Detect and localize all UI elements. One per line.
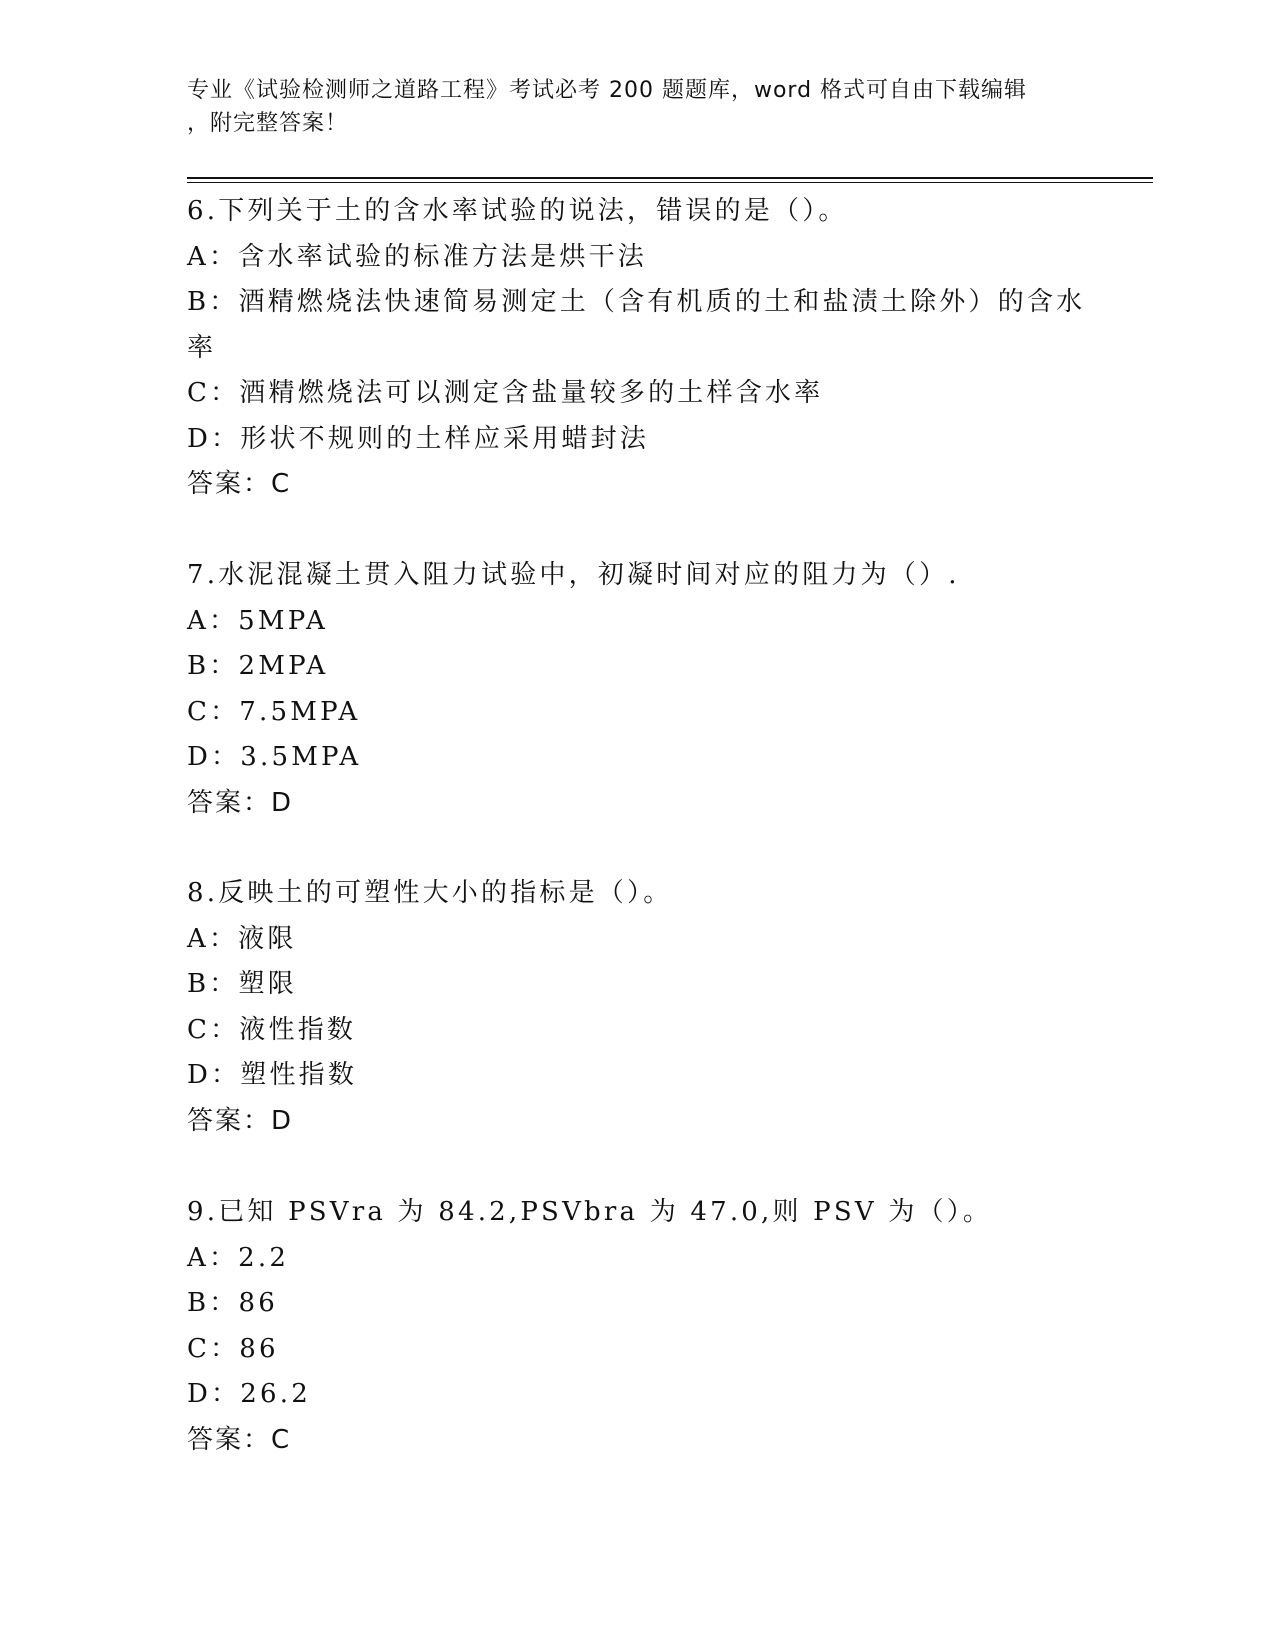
option-c: C：86: [187, 1333, 279, 1364]
answer-text: 答案：D: [187, 1105, 294, 1136]
option-d: D：3.5MPA: [187, 742, 362, 772]
question-stem: 8.反映土的可塑性大小的指标是（）。: [187, 878, 673, 908]
question-block: [187, 553, 1087, 826]
option-c: C：酒精燃烧法可以测定含盐量较多的土样含水率: [187, 378, 824, 408]
option-b: B：2MPA: [187, 651, 329, 681]
answer-text: 答案：D: [187, 787, 294, 818]
option-d: D：塑性指数: [187, 1060, 358, 1090]
header-title-line-1: 专业《试验检测师之道路工程》考试必考 200 题题库，word 格式可自由下载编辑: [187, 78, 1028, 103]
option-a: A：5MPA: [187, 605, 329, 636]
option-b: B：酒精燃烧法快速简易测定土（含有机质的土和盐渍土除外）的含水率: [187, 287, 1086, 363]
question-block: [187, 1190, 1087, 1463]
document-header: [187, 74, 1087, 140]
option-b: B：塑限: [187, 969, 297, 999]
header-divider-thin: [187, 182, 1153, 183]
option-d: D：形状不规则的土样应采用蜡封法: [187, 423, 650, 454]
option-c: C：7.5MPA: [187, 696, 361, 727]
question-stem: 7.水泥混凝土贯入阻力试验中，初凝时间对应的阻力为（）.: [187, 560, 960, 590]
question-block: [187, 871, 1087, 1144]
option-c: C：液性指数: [187, 1014, 357, 1045]
header-divider-thick: [187, 177, 1153, 179]
answer-text: 答案：C: [187, 469, 292, 499]
question-block: [187, 189, 1087, 508]
answer-text: 答案：C: [187, 1424, 292, 1455]
question-stem: 6.下列关于土的含水率试验的说法，错误的是（）。: [187, 196, 848, 226]
option-b: B：86: [187, 1288, 278, 1318]
option-a: A：含水率试验的标准方法是烘干法: [187, 241, 647, 272]
option-d: D：26.2: [187, 1379, 311, 1409]
header-title-line-2: ，附完整答案！: [187, 111, 349, 136]
question-stem: 9.已知 PSVra 为 84.2,PSVbra 为 47.0,则 PSV 为（）。: [187, 1197, 993, 1227]
option-a: A：液限: [187, 923, 297, 954]
option-a: A：2.2: [187, 1242, 290, 1273]
